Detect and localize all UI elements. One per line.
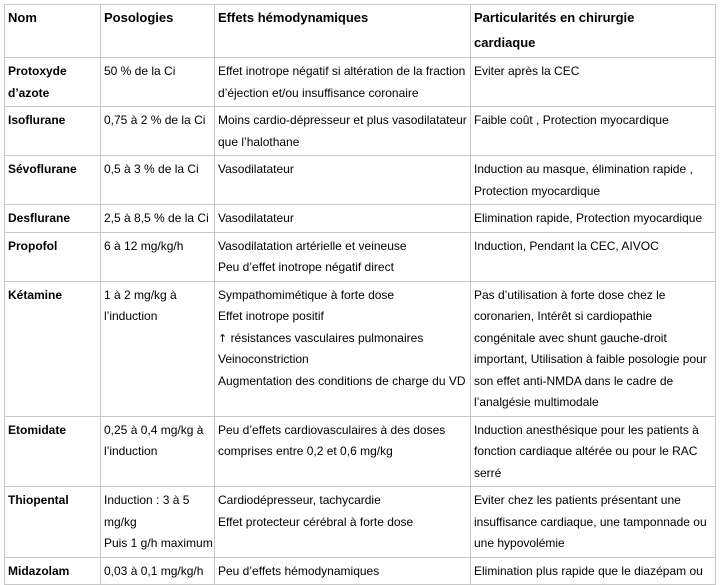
particularities-cell: Faible coût , Protection myocardique: [471, 107, 716, 156]
dosage-cell: 0,5 à 3 % de la Ci: [101, 156, 215, 205]
dosage-cell: 1 à 2 mg/kg à l’induction: [101, 281, 215, 416]
table-row: [5, 156, 716, 205]
drug-name: Thiopental: [5, 487, 101, 558]
drug-name: Desflurane: [5, 205, 101, 233]
dosage-cell: 0,75 à 2 % de la Ci: [101, 107, 215, 156]
dosage-cell: 0,25 à 0,4 mg/kg à l’induction: [101, 416, 215, 487]
dosage-cell: 0,03 à 0,1 mg/kg/h: [101, 557, 215, 585]
particularities-cell: Eviter chez les patients présentant une insuffisance cardiaque, une tamponnade ou une hypovolémie: [471, 487, 716, 558]
table-row: [5, 281, 716, 416]
table-row: [5, 416, 716, 487]
effects-cell: Moins cardio-dépresseur et plus vasodilatateur que l’halothane: [215, 107, 471, 156]
anesthetics-table: [4, 4, 716, 585]
table-row: [5, 487, 716, 558]
effects-cell: Effet inotrope négatif si altération de la fraction d’éjection et/ou insuffisance coronaire: [215, 58, 471, 107]
particularities-cell: Elimination plus rapide que le diazépam ou: [471, 557, 716, 585]
drug-name: Midazolam: [5, 557, 101, 585]
table-row: [5, 107, 716, 156]
drug-name: Isoflurane: [5, 107, 101, 156]
header-effets: Effets hémodynamiques: [215, 5, 471, 58]
effects-cell: Peu d’effets cardiovasculaires à des doses comprises entre 0,2 et 0,6 mg/kg: [215, 416, 471, 487]
particularities-cell: Elimination rapide, Protection myocardique: [471, 205, 716, 233]
table-header-row: [5, 5, 716, 58]
header-particularites: Particularités en chirurgie cardiaque: [471, 5, 716, 58]
particularities-cell: Induction anesthésique pour les patients à fonction cardiaque altérée ou pour le RAC serré: [471, 416, 716, 487]
dosage-cell: 6 à 12 mg/kg/h: [101, 232, 215, 281]
effects-cell: Sympathomimétique à forte dose Effet inotrope positif ↑ résistances vasculaires pulmonaires Veinoconstriction Augmentation des conditions de charge du VD: [215, 281, 471, 416]
table-row: [5, 557, 716, 585]
effects-cell: Cardiodépresseur, tachycardie Effet protecteur cérébral à forte dose: [215, 487, 471, 558]
particularities-cell: Induction, Pendant la CEC, AIVOC: [471, 232, 716, 281]
drug-name: Kétamine: [5, 281, 101, 416]
table-row: [5, 205, 716, 233]
dosage-cell: 50 % de la Ci: [101, 58, 215, 107]
drug-name: Etomidate: [5, 416, 101, 487]
header-posologies: Posologies: [101, 5, 215, 58]
particularities-cell: Induction au masque, élimination rapide , Protection myocardique: [471, 156, 716, 205]
up-arrow-icon: ↑: [218, 331, 228, 345]
particularities-cell: Pas d’utilisation à forte dose chez le coronarien, Intérêt si cardiopathie congénitale avec shunt gauche-droit important, Utilisation à faible posologie pour son effet anti-NMDA dans le cadre de l’analgésie multimodale: [471, 281, 716, 416]
dosage-cell: Induction : 3 à 5 mg/kg Puis 1 g/h maximum: [101, 487, 215, 558]
effects-cell: Vasodilatation artérielle et veineuse Peu d’effet inotrope négatif direct: [215, 232, 471, 281]
table-row: [5, 58, 716, 107]
drug-name: Sévoflurane: [5, 156, 101, 205]
drug-name: Propofol: [5, 232, 101, 281]
effects-cell: Vasodilatateur: [215, 205, 471, 233]
particularities-cell: Eviter après la CEC: [471, 58, 716, 107]
header-nom: Nom: [5, 5, 101, 58]
effects-cell: Peu d’effets hémodynamiques: [215, 557, 471, 585]
table-row: [5, 232, 716, 281]
effects-cell: Vasodilatateur: [215, 156, 471, 205]
dosage-cell: 2,5 à 8,5 % de la Ci: [101, 205, 215, 233]
drug-name: Protoxyde d’azote: [5, 58, 101, 107]
